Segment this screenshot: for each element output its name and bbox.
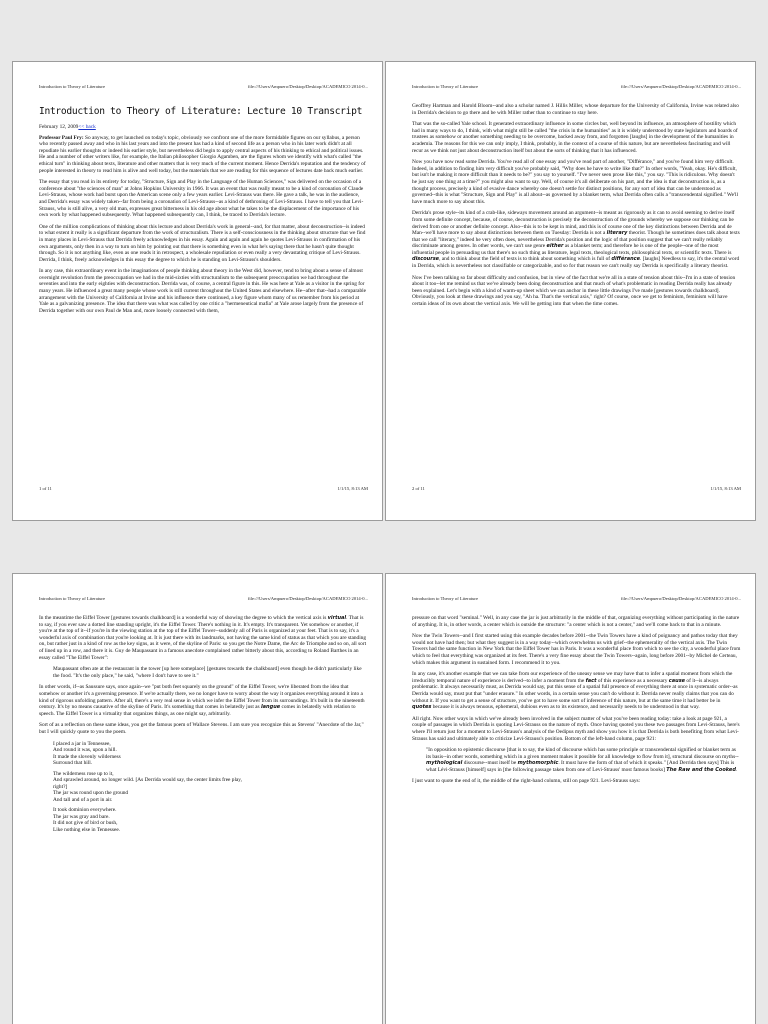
poem	[53, 741, 368, 834]
paragraph: Professor Paul Fry: So anyway, to get launched on today's topic, obviously we confront one of the more formidable figures on our syllabus, a person who recently passed away and who in his last years and into the present has had a kind of second life as a person who in his later work didn't at all repudiate his earlier thoughts or indeed his earlier style, but nevertheless did begin to apply central aspects of his thinking to ethical and political issues. He and a number of other writers like, for example, the Italian philosopher Giorgio Agamben, are the figures whom we identify with what's called "the ethical turn" in thinking about texts, literature and other matters that is very much of the current moment. Hence Derrida's reputation and the tendency of people interested in theory to read him is alive and well today, but the materials that we are reading for this sequence of lectures date back much earlier.	[39, 134, 366, 174]
paragraph: In any case, this extraordinary event in the imaginations of people thinking about theory in the West did, however, tend to bring about a sense of almost overnight revolution from the preoccupation we had in the mid-sixties with structuralism to the subsequent preoccupation we had throughout the seventies and into the early eighties with deconstruction. Derrida was, of course, a central figure in this. He was here at Yale as a visitor in the spring for many years. He influenced a great many people whose work is still current throughout the United States and elsewhere. He--after that--had a comparable arrangement with the University of California at Irvine and his influence there continued, a key figure whom many of us remember from his period at Yale as a galvanizing presence. The idea that there was what was called by one critic a "hermeneutical mafia" at Yale arose largely from the presence of Derrida together with our own Paul de Man and, more loosely connected with them,	[39, 268, 367, 314]
header-file-path: file:///Users/Ampuero/Desktop/Desktop/ACADEMICO 2014-0...	[620, 84, 741, 89]
page-body	[39, 102, 368, 319]
paragraph: That was the so-called Yale school. It generated extraordinary influence in some circles but, well beyond its influence, an atmosphere of hostility which had in many ways to do, I think, with what might still be called "the crisis in the humanities" as it is widely understood by state legislators and boards of trustees as somehow or another something needing to be overcome, backed away from, and forgotten [laughs] in the development of the humanities in academia. The reasons for this we can only imply, I think, probably, in the context of a course of this nature, but are nevertheless fascinating and will recur as we think not just about deconstruction itself but about the sorts of thinking that it has influenced.	[412, 121, 738, 154]
emphasis: either	[546, 243, 564, 250]
poem-stanza	[53, 807, 368, 833]
paragraph: All right. Now other ways in which we've already been involved in the subject matter of what you've been reading today: take a look at page 921, a couple of passages in which Derrida is quoting Levi-Strauss on the nature of myth. Once having quoted you these two passages from Levi-Strauss, here's where I'll return just for a moment to Levi-Strauss's analysis of the Oedipus myth and show you how it is that Derrida is both benefiting from what Levi-Strauss has said and ultimately able to criticize Levi-Strauss's position. Bottom of the left-hand column, page 921:	[412, 715, 740, 742]
poem-line: The jar was gray and bare.	[53, 813, 110, 820]
back-link[interactable]: << back	[78, 124, 96, 130]
document-page-1	[12, 61, 383, 521]
speaker-label: Professor Paul Fry:	[39, 134, 84, 141]
page-footer	[412, 486, 741, 494]
poem-line: right?]	[53, 783, 68, 790]
paragraph: One of the million complications of thinking about this lecture and about Derrida's work in general--and, for that matter, about deconstruction--is indeed to what extent it really is a significant departure from the work of structuralism. There is a self-consciousness in the thinking about structure that we find in many places in Levi-Strauss that Derrida freely acknowledges in his essay. Again and again and again he quotes Levi-Strauss in confirmation of his own arguments, only then in a way to turn on him by pointing out that there is something even in what he's saying there that he hasn't quite thought through. So it is not anything like, even as one reads it in retrospect, a wholesale repudiation or even really a very devastating critique of Levi-Strauss. Derrida, I think, freely acknowledges in this essay the degree to which he is standing on Levi-Strauss's shoulders.	[39, 223, 366, 263]
paragraph: pressure on that word "seminal." Well, in any case the jar is just arbitrarily in the middle of that, organizing everything without participating in the nature of anything. It is, in other words, a center which is outside the structure: "a center which is not a center," and we'll come back to that in a minute.	[412, 615, 740, 628]
poem-line: I placed a jar in Tennessee,	[53, 740, 111, 747]
emphasis: langue	[260, 704, 281, 711]
emphasis: mythomorphic	[517, 760, 559, 767]
poem-line: The wilderness rose up to it,	[53, 770, 114, 777]
header-title: Introduction to Theory of Literature	[412, 84, 478, 89]
paragraph: Derrida's prose style--its kind of a crab-like, sideways movement around an argument--is meant as rigorously as it can to avoid seeming to derive itself from some definite concept, because, of course, deconstruction is precisely the deconstruction of the grounds whereby we suppose our thinking can be derived from one or another definite concept. Also--this is to be kept in mind, and this is of course one of the key distinctions between Derrida and de Man--we'll have more to say about distinctions between them on Tuesday: Derrida is not a literary theorist. Though he sometimes does talk about texts that we call "literary," indeed he very often does, nevertheless Derrida's position and the logic of that position suggest that we can't really reliably discriminate among genres. In other words, we can't use genre either as a blanket term; and therefore he is one of the people--one of the most influential people in persuading us that there's no such thing as literature, legal texts, theological texts, philosophical texts, or scientific texts. There is discourse, and to think about the field of texts is to think about something which is full of différance. [laughs] Needless to say, it's the central word in Derrida, which is nevertheless not classifiable or categorizable, and so for that reason we can't really say Derrida is specifically a literary theorist.	[412, 210, 740, 270]
poem-line: It did not give of bird or bush,	[53, 820, 118, 826]
document-page-3	[12, 573, 383, 1024]
print-timestamp: 1/1/15, 8:13 AM	[710, 486, 741, 491]
document-page-2	[385, 61, 756, 521]
poem-stanza	[53, 741, 368, 767]
page-header	[412, 596, 741, 604]
emphasis: virtual	[327, 615, 347, 621]
paragraph: Now the Twin Towers--and I first started using this example decades before 2001--the Twin Towers have a kind of poignancy and pathos today that they would not have had then; but what they suggest is in a way today--which overwhelms us with grief--the ephemerality of the vertical axis. The Twin Towers had the same function in New York that the Eiffel Tower has in Paris. It was a wonderful place from which to see the city, a wonderful place from which to feel that everything was organized at its feet. There's a very fine essay about the Twin Towers--again, long before 2001--by Michel de Certeau, which makes this argument in sustained form. I recommend it to you.	[412, 633, 741, 666]
header-title: Introduction to Theory of Literature	[39, 596, 105, 601]
page-footer	[39, 486, 368, 494]
paragraph: Now you have now read some Derrida. You've read all of one essay and you've read part of another, "Différance," and you've found him very difficult. Indeed, in addition to finding him very difficult you've probably said, "Why does he have to write like that?" In other words, "Yeah, okay. He's difficult, but isn't he making it more difficult than it needs to be?" you say to yourself. "I've never seen prose like this," you say. "This is ridiculous. Why doesn't he just say one thing at a time?" you might also want to say. Well, of course it's all deliberate on his part, and the idea is that deconstruction is, as a thought process, precisely a kind of evasive dance whereby one doesn't settle for distinct positions, for any sort of idea that can be understood as governed--this is what "Structure, Sign and Play" is all about--as governed by a blanket term, what Derrida often calls a "transcendental signified." We'll have much more to say about this.	[412, 159, 738, 205]
header-title: Introduction to Theory of Literature	[39, 84, 105, 89]
poem-line: It took dominion everywhere.	[53, 807, 117, 813]
header-file-path: file:///Users/Ampuero/Desktop/Desktop/ACADEMICO 2014-0...	[247, 596, 368, 601]
paragraph: In any case, it's another example that we can take from our experience of the uneasy sense we may have that to infer a spatial moment from which the irreducibly temporal nature of experience is derived--to infer a moment from the fact of this experience as a necessary cause of it--is always problematic. It always necessarily must, as Derrida would say, put this sense of a spatial full presence of everything there at once in systematic order--as Derrida would say, must put that "under erasure." In other words, in a certain sense you can't do without it. Derrida never really claims that you can do without it. If you want to get a sense of structure, you've got to have some sort of inference of this nature, but at the same time it had better be in quotes because it is always tenuous, ephemeral, dubious even as to its existence, and necessarily needs to be understood in that way.	[412, 671, 738, 711]
page-body	[412, 615, 741, 790]
emphasis: literary	[606, 230, 628, 237]
header-file-path: file:///Users/Ampuero/Desktop/Desktop/ACADEMICO 2014-0...	[620, 596, 741, 601]
page-body	[39, 615, 368, 837]
paragraph: In other words, if--as Saussure says, once again--we "put both feet squarely on the ground" of the Eiffel Tower, we're liberated from the idea that somehow or another it's a governing presence. If we're actually there, we no longer have to worry about the way it organizes everything around it into a kind of rigorous unfolding pattern. After all, there's a very real sense in which we infer the Eiffel Tower from its surroundings. It's built in the nineteenth century. It's by no means causative of the skyline of Paris. It's something that comes in belatedly just as langue comes in belatedly with relation to speech. The Eiffel Tower is a virtuality that organizes things, as one might say, arbitrarily.	[39, 684, 365, 717]
page-body	[412, 103, 741, 313]
dateline	[39, 124, 368, 131]
poem-line: Surround that hill.	[53, 760, 93, 766]
emphasis: discourse	[412, 256, 440, 263]
emphasis: différance	[611, 256, 640, 263]
paragraph: Now I've been talking so far about difficulty and confusion, but in view of the fact that we're all in a state of tension about this--I'm in a state of tension about it too--let me remind us that we've already been doing deconstruction and that much of what's problematic in reading Derrida really has already been explained. Let's begin with a kind of warm-up sheet which we can anchor in these little drawings I've made [gestures towards chalkboard]. Obviously, you look at these drawings and you say, "Ah ha. That's the vertical axis," right? Of course, once we get to feminism, feminism will have certain ideas of its own about the vertical axis. We will be getting into that when the time comes.	[412, 274, 736, 308]
document-page-4	[385, 573, 756, 1024]
page-header	[412, 84, 741, 92]
paragraph: Sort of as a reflection on these same ideas, you get the famous poem of Wallace Stevens. I am sure you recognize this as Stevens' "Anecdote of the Jar," but I will quickly quote to you the poem.	[39, 722, 364, 735]
header-file-path: file:///Users/Ampuero/Desktop/Desktop/ACADEMICO 2014-0...	[247, 84, 368, 89]
poem-line: The jar was round upon the ground	[53, 790, 129, 796]
page-number: 2 of 11	[412, 486, 425, 491]
page-header	[39, 84, 368, 92]
emphasis: quotes	[412, 704, 432, 711]
paragraph: The essay that you read in its entirety for today, "Structure, Sign and Play in the Language of the Human Sciences," was delivered on the occasion of a conference about "the sciences of man" at Johns Hopkins University in 1966. It was an event that was really meant to be a kind of coronation of Claude Levi-Strauss, whose work had burst upon the American scene only a few years earlier. Levi-Strauss was there. He gave a talk, he was in the audience, and Derrida's essay was widely taken--far from being a coronation of Levi-Strauss--as a kind of dethroning of Levi-Strauss. I have to tell you that Levi-Strauss, who is still alive, a very old man, expresses great bitterness in his old age about what he takes to be the displacement of the importance of his own work by what happened subsequently. What happened subsequently can, I think, be traced to Derrida's lecture.	[39, 179, 364, 219]
emphasis: The Raw and the Cooked	[666, 766, 736, 773]
poem-line: Like nothing else in Tennessee.	[53, 826, 121, 833]
page-title: Introduction to Theory of Literature: Lecture 10 Transcript	[39, 106, 363, 117]
emphasis: cause	[668, 677, 686, 684]
paragraph: Geoffrey Hartman and Harold Bloom--and also a scholar named J. Hillis Miller, whose departure for the University of California, Irvine was related also in Derrida's decision to go there and be with Miller rather than to continue to stay here.	[412, 103, 739, 116]
header-title: Introduction to Theory of Literature	[412, 596, 478, 601]
paragraph: In the meantime the Eiffel Tower [gestures towards chalkboard] is a wonderful way of showing the degree to which the vertical axis is virtual. That is to say, if you ever saw a dotted line standing upright, it's the Eiffel Tower. There's nothing in it. It's empty. It's transparent. Yet somehow or another, if you're at the top of it--if you're in the viewing station at the top of the Eiffel Tower--suddenly all of Paris is organized at your feet. That is to say, it's a wonderful axis of combination that you're looking at. It is just there with its landmarks, not having the same kind of status as that which you are standing on, but rather just in a kind of row as the key signs, as it were, of the skyline of Paris: so you get the Notre Dame, the Arc de Triomphe and so on, all sort of lined up in a row, and there it is. Guy de Maupassant in a famous anecdote complained rather bitterly about this, according to Roland Barthes in an essay called "The Eiffel Tower":	[39, 615, 367, 661]
block-quote: "In opposition to epistemic discourse [that is to say, the kind of discourse which has some principle or transcendental signified or blanket term as its basis--in other words, something which in a given moment makes it possible for all knowledge to flow from it], structural discourse on myths--mythological discourse--must itself be mythomorphic. It must have the form of that of which it speaks." [And Derrida then says] This is what Lévi-Strauss [himself] says in [the following passage taken from one of Levi-Strauss' most famous books] The Raw and the Cooked.	[426, 747, 739, 773]
emphasis: fact	[585, 677, 597, 684]
poem-stanza	[53, 771, 368, 804]
paragraph: I just want to quote the end of it, the middle of the right-hand column, still on page 921. Levi-Strauss says:	[412, 778, 641, 785]
block-quote: Maupassant often ate at the restaurant in the tower [up here someplace] [gestures towards the chalkboard] even though he didn't particularly like the food. "It's the only place," he said, "where I don't have to see it."	[53, 666, 362, 679]
poem-line: And sprawled around, no longer wild. [As Derrida would say, the center limits free play,	[53, 777, 242, 783]
emphasis: mythological	[426, 760, 463, 767]
lecture-date: February 12, 2009	[39, 124, 79, 130]
poem-line: And tall and of a port in air.	[53, 796, 113, 803]
print-timestamp: 1/1/15, 8:13 AM	[337, 486, 368, 491]
poem-line: It made the slovenly wilderness	[53, 753, 121, 760]
page-number: 1 of 11	[39, 486, 52, 491]
page-header	[39, 596, 368, 604]
poem-line: And round it was, upon a hill.	[53, 747, 117, 753]
